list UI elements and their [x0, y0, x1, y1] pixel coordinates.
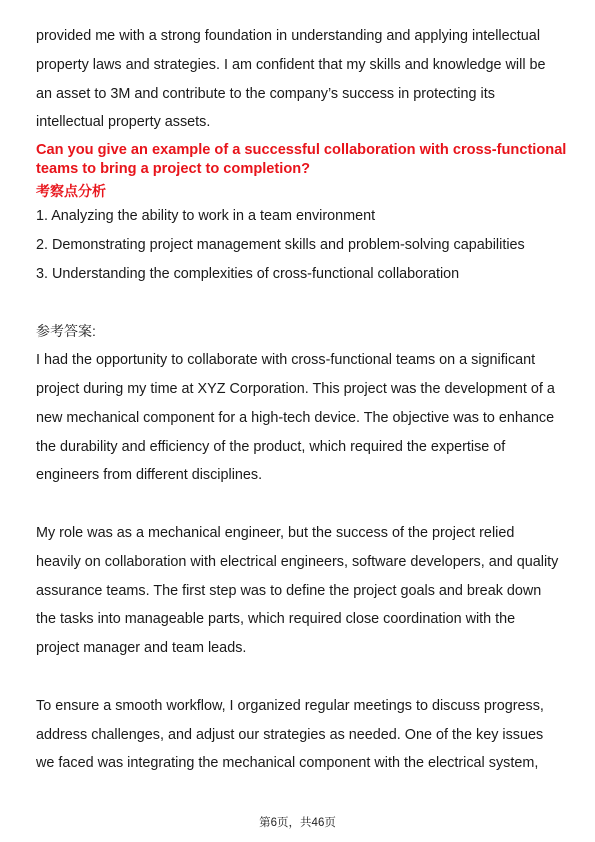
answer-line: project during my time at XYZ Corporation. This project was the development of a [36, 380, 555, 397]
question-heading [36, 141, 567, 179]
intro-line: property laws and strategies. I am confident that my skills and knowledge will be [36, 56, 546, 73]
spacer [36, 663, 564, 692]
answer-line: project manager and team leads. [36, 640, 247, 657]
analysis-point: 3. Understanding the complexities of cross-functional collaboration [36, 265, 460, 282]
document-page [36, 22, 567, 778]
spacer [36, 289, 564, 318]
answer-label: 参考答案: [36, 323, 96, 340]
answer-line: To ensure a smooth workflow, I organized regular meetings to discuss progress, [36, 697, 544, 714]
analysis-point: 1. Analyzing the ability to work in a team environment [36, 208, 376, 225]
page-number: 第6页，共46页 [259, 817, 336, 829]
answer-line: new mechanical component for a high-tech device. The objective was to enhance [36, 409, 555, 426]
question-line: Can you give an example of a successful collaboration with cross-functional [36, 142, 567, 159]
question-line: teams to bring a project to completion? [36, 161, 311, 178]
answer-paragraph-1 [36, 346, 564, 490]
answer-line: address challenges, and adjust our strategies as needed. One of the key issues [36, 726, 544, 743]
answer-line: the tasks into manageable parts, which required close coordination with the [36, 611, 516, 628]
answer-line: assurance teams. The first step was to define the project goals and break down [36, 582, 542, 599]
answer-line: heavily on collaboration with electrical engineers, software developers, and quality [36, 553, 559, 570]
intro-line: intellectual property assets. [36, 114, 211, 131]
intro-paragraph [36, 22, 564, 137]
answer-paragraph-3 [36, 692, 564, 778]
answer-line: I had the opportunity to collaborate with cross-functional teams on a significant [36, 352, 536, 369]
analysis-point: 2. Demonstrating project management skills and problem-solving capabilities [36, 236, 525, 253]
answer-paragraph-2 [36, 519, 564, 663]
analysis-points [36, 202, 564, 288]
analysis-heading: 考察点分析 [36, 183, 106, 200]
intro-line: an asset to 3M and contribute to the company’s success in protecting its [36, 85, 495, 102]
answer-line: engineers from different disciplines. [36, 467, 263, 484]
answer-line: the durability and efficiency of the product, which required the expertise of [36, 438, 506, 455]
answer-line: we faced was integrating the mechanical component with the electrical system, [36, 755, 539, 772]
spacer [36, 490, 564, 519]
intro-line: provided me with a strong foundation in understanding and applying intellectual [36, 28, 541, 44]
answer-line: My role was as a mechanical engineer, but the success of the project relied [36, 524, 515, 541]
